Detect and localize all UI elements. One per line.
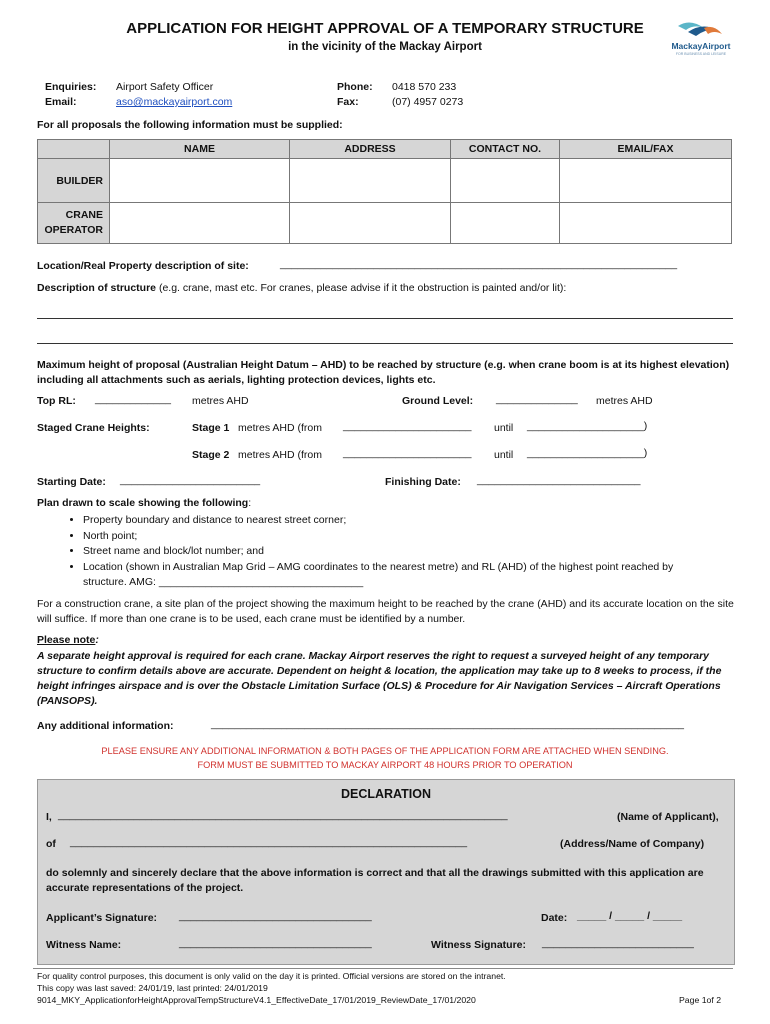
table-row [38,159,732,203]
stage2-from-field[interactable]: ______________________ [343,447,472,459]
ground-level-unit: metres AHD [596,395,653,407]
stage1-until-field[interactable]: ____________________) [527,420,648,432]
ground-level-label: Ground Level: [402,395,474,407]
please-note-heading: Please note [37,634,96,646]
applicant-signature-field[interactable]: _________________________________ [179,910,372,922]
crane-contact-field[interactable] [451,203,560,244]
witness-name-field[interactable]: _________________________________ [179,937,372,949]
plan-label: Plan drawn to scale showing the following [37,497,249,509]
crane-email-field[interactable] [560,203,732,244]
plan-heading [37,497,251,509]
stage2-label: Stage 2 [192,449,230,461]
footer-divider [33,968,733,969]
row-label-crane-operator: CRANE OPERATOR [38,203,110,244]
crane-site-plan-note: For a construction crane, a site plan of the project showing the maximum height to be reached by the crane (AHD) and its accurate location on the site will suffice. If more than one crane is to be used, each crane must be identified by a number. [37,598,734,625]
top-rl-field[interactable]: _____________ [95,393,171,405]
stage2-from: metres AHD (from [238,449,323,461]
form-title: APPLICATION FOR HEIGHT APPROVAL OF A TEMPORARY STRUCTURE [126,20,644,37]
please-note-colon: : [95,634,99,646]
applicant-signature-label: Applicant’s Signature: [46,912,158,924]
table-header-contact: CONTACT NO. [451,140,560,159]
description-line-2[interactable] [37,343,733,344]
location-label: Location/Real Property description of site: [37,260,249,272]
please-note-text: A separate height approval is required for each crane. Mackay Airport reserves the right to request a surveyed height of any temporary structure to confirm details above are accurate. Dependent on height & location, the application may take up to 8 weeks to process, if the height infringes airspace and is over the Obstacle Limitation Surface (OLS) & Procedure for Air Navigation Services – Aircraft Operations (PANSOPS). [37,650,722,707]
table-header-name: NAME [110,140,290,159]
top-rl-label: Top RL: [37,395,76,407]
date-label: Date: [541,912,568,924]
phone-value: 0418 570 233 [392,81,457,93]
description-line-1[interactable] [37,318,733,319]
contact-table [37,139,732,244]
builder-contact-field[interactable] [451,159,560,203]
witness-signature-label: Witness Signature: [431,939,527,951]
description-label: Description of structure [37,282,157,294]
declaration-box [37,779,735,965]
stage1-label: Stage 1 [192,422,230,434]
staged-heights-label: Staged Crane Heights: [37,422,150,434]
crane-name-field[interactable] [110,203,290,244]
starting-date-field[interactable]: ________________________ [120,474,261,486]
email-link[interactable]: aso@mackayairport.com [116,96,233,108]
finishing-date-label: Finishing Date: [385,476,461,488]
footer-document-id: 9014_MKY_ApplicationforHeightApprovalTempStructureV4.1_EffectiveDate_17/01/2019_ReviewDate_17/01/2020 [37,995,476,1005]
ground-level-field[interactable]: ______________ [496,393,578,405]
additional-info-field[interactable]: _________________________________________________________________________________ [211,718,685,730]
crane-address-field[interactable] [290,203,451,244]
finishing-date-field[interactable]: ____________________________ [477,474,641,486]
footer-quality-note: For quality control purposes, this document is only valid on the day it is printed. Official versions are stored on the intranet. [37,971,506,981]
witness-name-label: Witness Name: [46,939,122,951]
list-item: • North point; [83,529,693,545]
applicant-address-field[interactable]: ____________________________________________________________________ [70,836,468,848]
max-height-paragraph: Maximum height of proposal (Australian Height Datum – AHD) to be reached by structure (e.g. when crane boom is at its highest elevation) including all attachments such as aerials, lighting protection devices, lights etc. [37,359,730,386]
builder-name-field[interactable] [110,159,290,203]
declaration-of-label: of [46,838,56,850]
stage1-from: metres AHD (from [238,422,323,434]
row-label-builder: BUILDER [38,159,110,203]
form-subtitle: in the vicinity of the Mackay Airport [288,41,482,53]
applicant-name-field[interactable]: _____________________________________________________________________________ [58,809,508,821]
declaration-heading: DECLARATION [340,787,432,801]
phone-label: Phone: [337,81,373,93]
stage2-until-field[interactable]: ____________________) [527,447,648,459]
list-item: • Property boundary and distance to nearest street corner; [83,513,693,529]
table-header-email: EMAIL/FAX [560,140,732,159]
logo-text: MackayAirport [671,41,731,51]
top-rl-unit: metres AHD [192,395,249,407]
additional-info-label: Any additional information: [37,720,174,732]
enquiries-label: Enquiries: [45,81,97,93]
fax-value: (07) 4957 0273 [392,96,464,108]
location-field[interactable]: ____________________________________________________________________ [280,258,678,270]
starting-date-label: Starting Date: [37,476,106,488]
table-header-address: ADDRESS [290,140,451,159]
address-suffix: (Address/Name of Company) [560,838,705,850]
intro-text: For all proposals the following information must be supplied: [37,119,343,131]
stage1-from-field[interactable]: ______________________ [343,420,472,432]
applicant-name-suffix: (Name of Applicant), [617,811,719,823]
footer-saved-note: This copy was last saved: 24/01/19, last printed: 24/01/2019 [37,983,268,993]
declaration-statement: do solemnly and sincerely declare that the above information is correct and that all the drawings submitted with this application are accurate representations of the project. [46,867,704,894]
description-row [37,282,737,294]
list-item: • Street name and block/lot number; and [83,544,693,560]
logo-tagline: FOR BUSINESS AND LEISURE [675,52,727,56]
enquiries-value: Airport Safety Officer [116,81,214,93]
submission-notice: FORM MUST BE SUBMITTED TO MACKAY AIRPORT 48 HOURS PRIOR TO OPERATION [197,760,573,770]
table-header-row [38,140,732,159]
witness-signature-field[interactable]: __________________________ [542,937,694,949]
table-corner-cell [38,140,110,159]
declaration-i-label: I, [46,811,52,823]
plan-requirements-list [55,513,693,591]
stage2-until: until [494,449,514,461]
date-field[interactable]: _____ / _____ / _____ [577,910,683,922]
list-item: • Location (shown in Australian Map Grid – AMG coordinates to the nearest metre) and RL (AHD) of the highest point reached by structure. AMG: ___________________________________ [83,560,693,591]
email-label: Email: [45,96,77,108]
builder-email-field[interactable] [560,159,732,203]
plan-colon: : [248,497,252,509]
table-row [38,203,732,244]
builder-address-field[interactable] [290,159,451,203]
please-note-heading-row [37,634,99,646]
stage1-until: until [494,422,514,434]
fax-label: Fax: [337,96,359,108]
attachment-notice: PLEASE ENSURE ANY ADDITIONAL INFORMATION & BOTH PAGES OF THE APPLICATION FORM ARE ATTACHED WHEN SENDING. [101,746,669,756]
page-number: Page 1of 2 [679,995,722,1005]
description-hint: (e.g. crane, mast etc. For cranes, please advise if it the obstruction is painted and/or lit): [158,282,567,294]
